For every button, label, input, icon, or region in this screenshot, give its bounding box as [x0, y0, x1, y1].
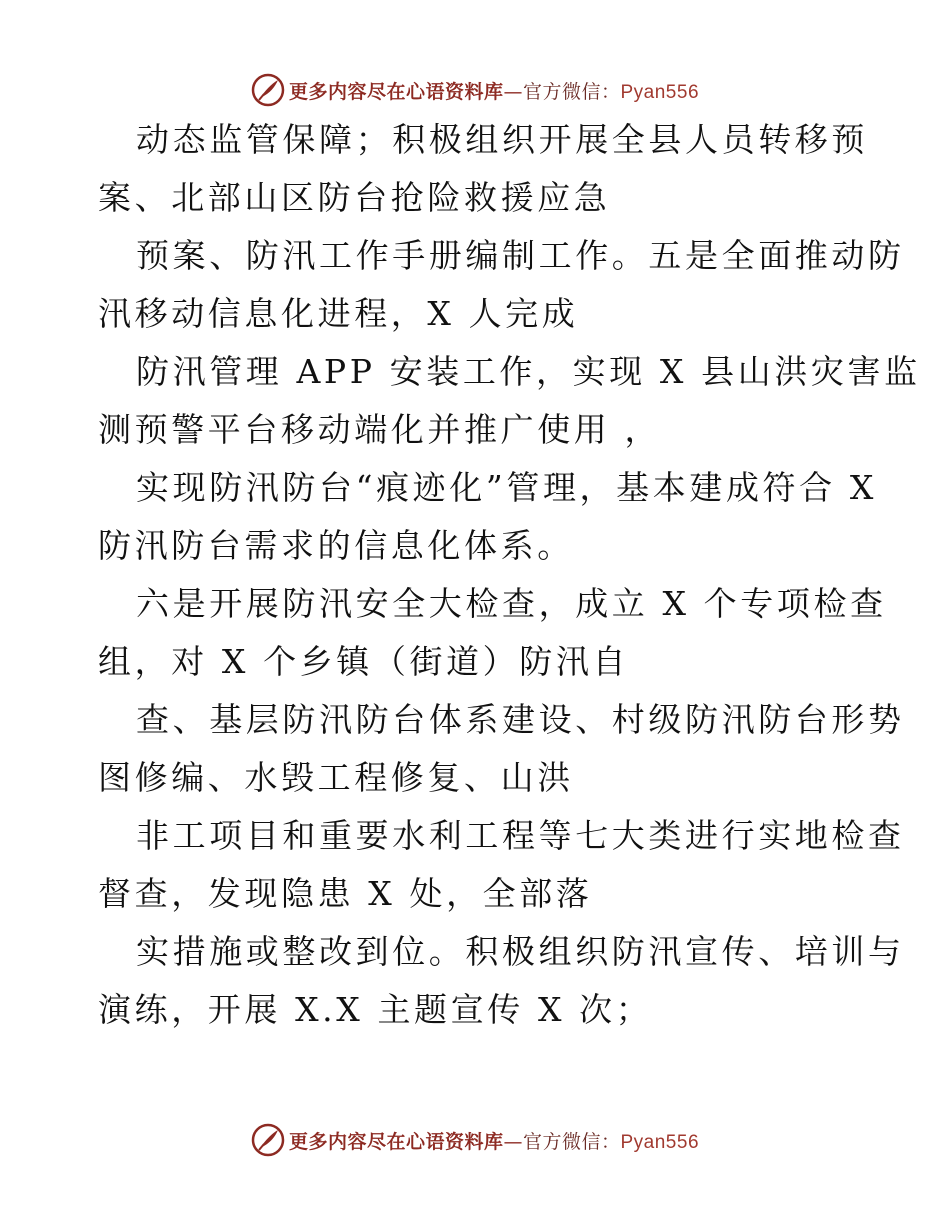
text-line: 实现防汛防台“痕迹化”管理，基本建成符合 X — [136, 468, 877, 507]
text-line: 测预警平台移动端化并推广使用 ， — [98, 410, 662, 449]
text-line: 查、基层防汛防台体系建设、村级防汛防台形势 — [136, 700, 905, 739]
text-line: 动态监管保障；积极组织开展全县人员转移预 — [136, 120, 868, 159]
feather-quill-logo-icon — [251, 1123, 285, 1157]
watermark-dash: — — [503, 80, 523, 103]
feather-quill-logo-icon — [251, 73, 285, 107]
watermark-wechat-label: 官方微信： — [522, 1130, 621, 1153]
watermark-text — [289, 77, 699, 104]
text-line: 预案、防汛工作手册编制工作。五是全面推动防 — [136, 236, 905, 275]
watermark-main: 更多内容尽在心语资料库 — [288, 80, 504, 103]
watermark-text — [289, 1127, 699, 1154]
watermark-wechat-label: 官方微信： — [522, 80, 621, 103]
text-line: 防汛防台需求的信息化体系。 — [98, 526, 574, 565]
text-line: 督查，发现隐患 X 处，全部落 — [98, 874, 593, 913]
watermark-dash: — — [503, 1130, 523, 1153]
text-line: 案、北部山区防台抢险救援应急 — [98, 178, 611, 217]
text-line: 演练，开展 X.X 主题宣传 X 次； — [98, 990, 653, 1029]
watermark-wechat-id: Pyan556 — [620, 1131, 700, 1153]
text-line: 组，对 X 个乡镇（街道）防汛自 — [98, 642, 630, 681]
text-line: 防汛管理 APP 安装工作，实现 X 县山洪灾害监 — [136, 352, 921, 391]
watermark-wechat-id: Pyan556 — [620, 81, 700, 103]
watermark-banner-bottom — [0, 1118, 950, 1162]
text-line: 六是开展防汛安全大检查，成立 X 个专项检查 — [136, 584, 887, 623]
text-line: 汛移动信息化进程，X 人完成 — [98, 294, 579, 333]
watermark-main: 更多内容尽在心语资料库 — [288, 1130, 504, 1153]
text-line: 非工项目和重要水利工程等七大类进行实地检查 — [136, 816, 905, 855]
text-line: 实措施或整改到位。积极组织防汛宣传、培训与 — [136, 932, 905, 971]
text-line: 图修编、水毁工程修复、山洪 — [98, 758, 574, 797]
watermark-banner-top — [0, 68, 950, 112]
